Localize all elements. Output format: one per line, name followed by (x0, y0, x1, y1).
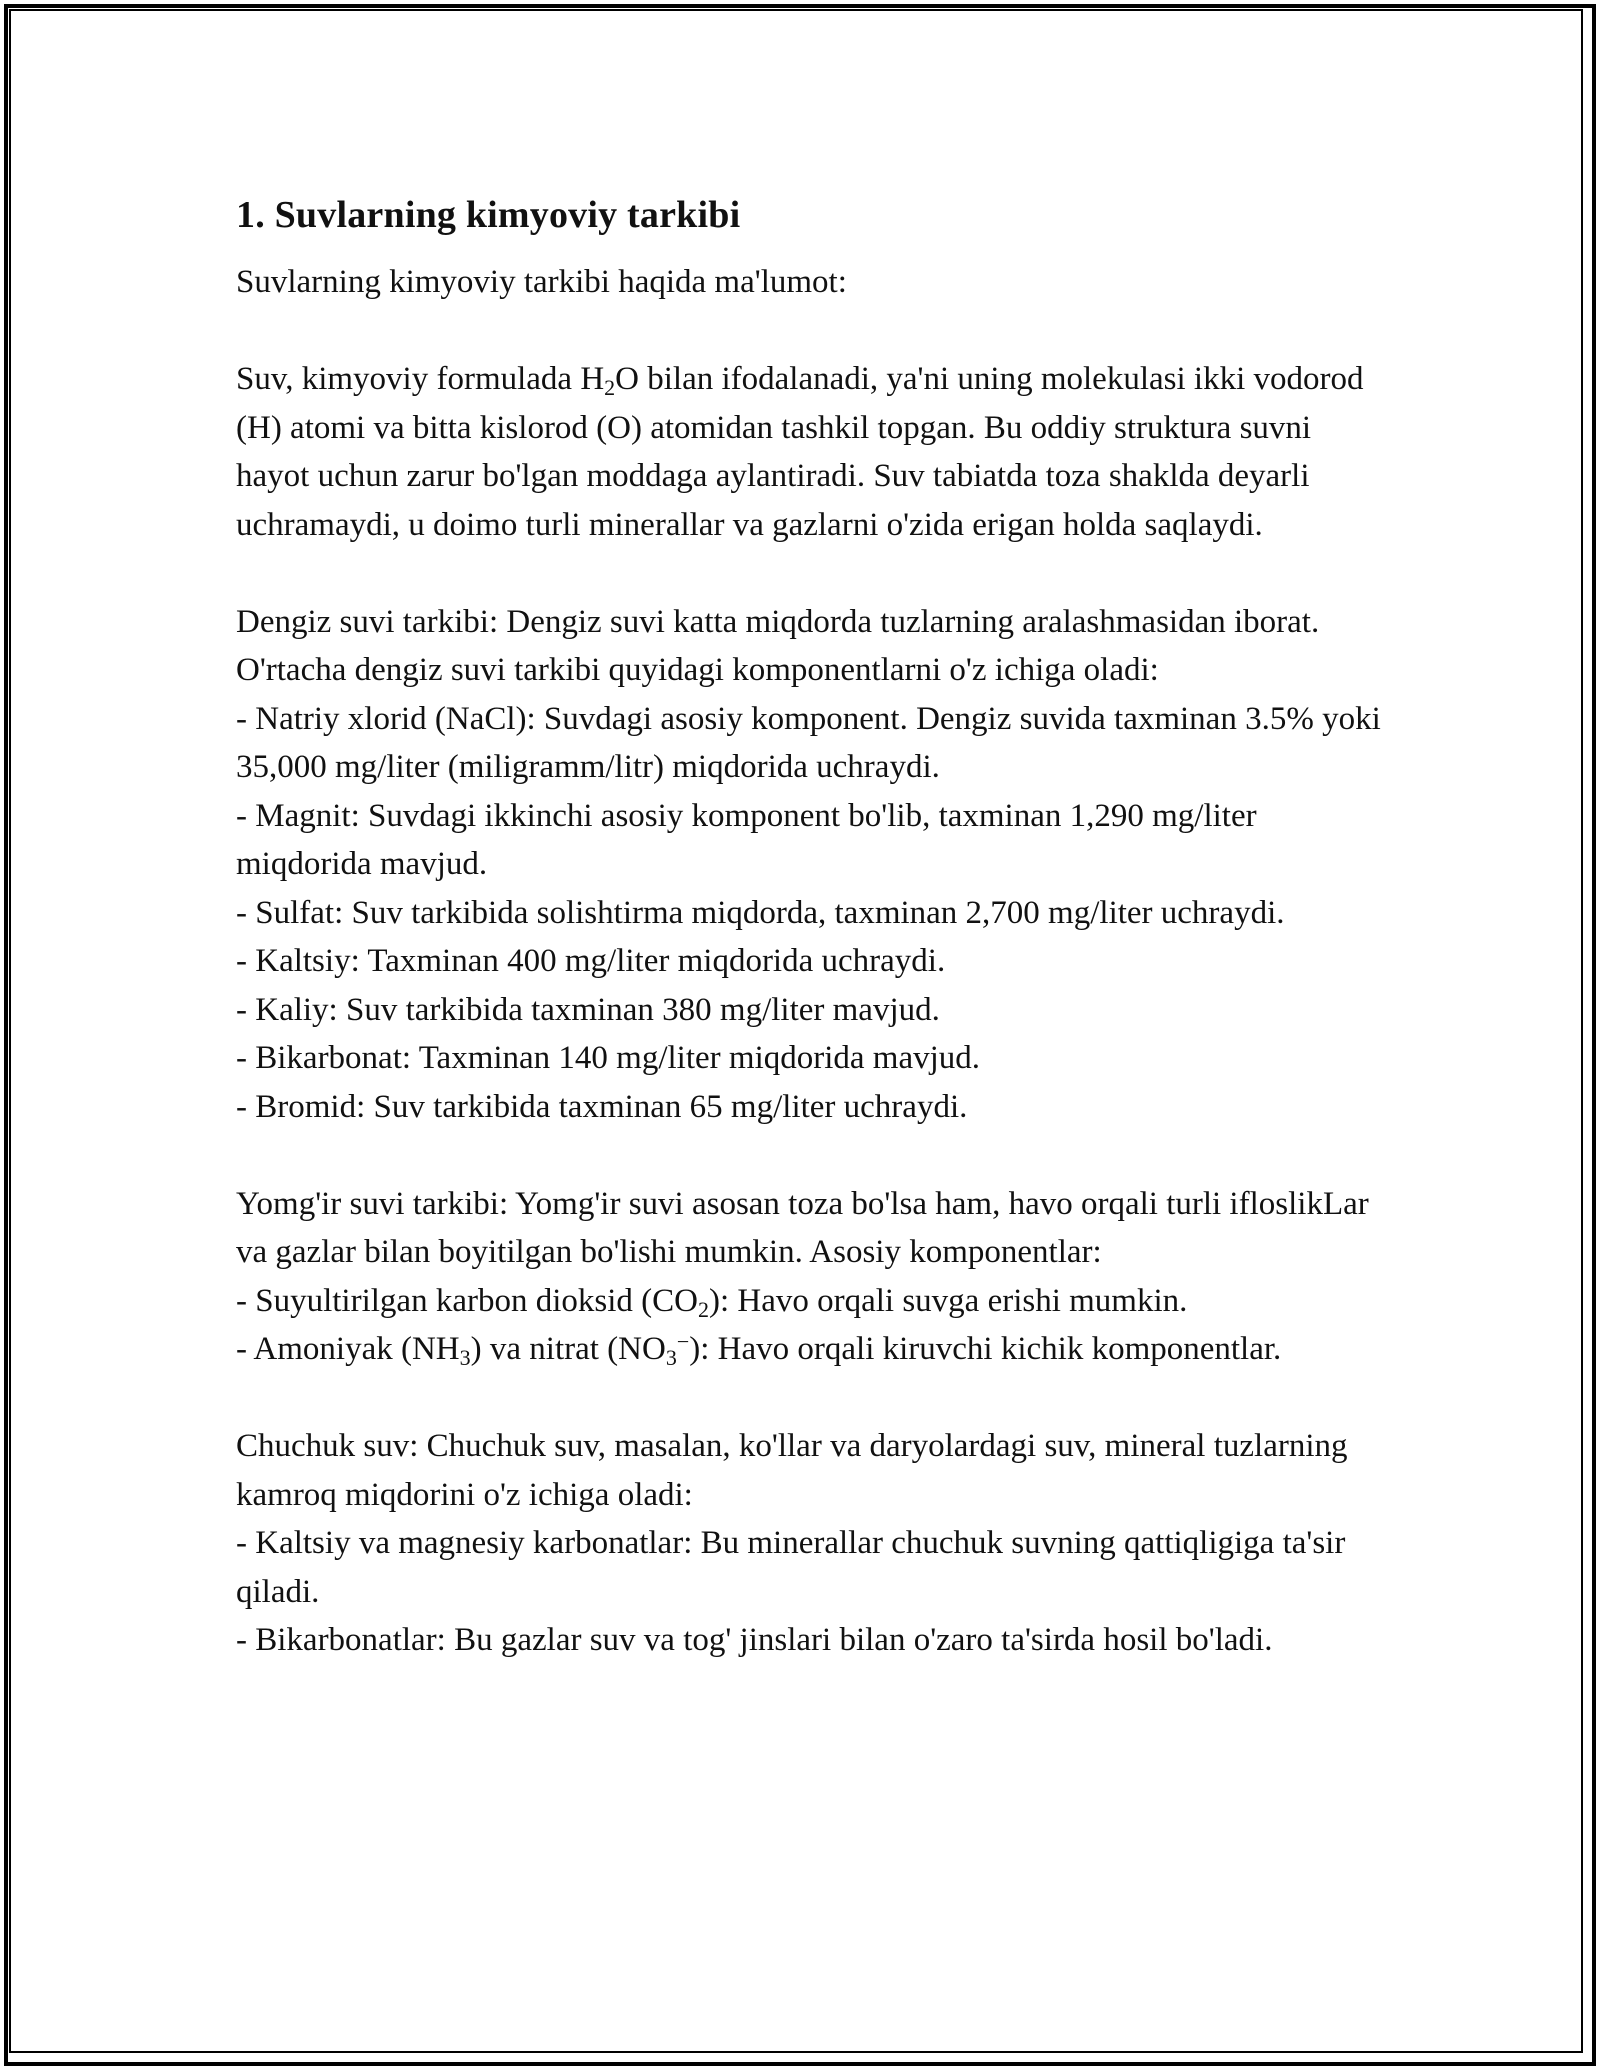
list-item: - Kaltsiy: Taxminan 400 mg/liter miqdorida uchraydi. (236, 943, 946, 979)
sea-water-section (236, 598, 1386, 1132)
no3-subscript: 3 (665, 1345, 677, 1370)
co2-text-pre: - Suyultirilgan karbon dioksid (CO (236, 1282, 698, 1319)
fresh-water-section (236, 1422, 1386, 1665)
formula-text-pre: Suv, kimyoviy formulada H (236, 361, 605, 397)
no3-charge: − (676, 1329, 690, 1354)
list-item: - Bromid: Suv tarkibida taxminan 65 mg/liter uchraydi. (236, 1088, 968, 1125)
nitrate-text: ) va nitrat (NO (470, 1331, 666, 1367)
co2-text-post: ): Havo orqali suvga erishi mumkin. (708, 1282, 1188, 1319)
co2-subscript: 2 (697, 1296, 709, 1322)
list-item: - Kaltsiy va magnesiy karbonatlar: Bu minerallar chuchuk suvning qattiqligiga ta'sir qiladi. (236, 1525, 1346, 1610)
list-item-co2 (236, 1277, 1386, 1326)
list-item: - Natriy xlorid (NaCl): Suvdagi asosiy komponent. Dengiz suvida taxminan 3.5% yoki 35,000 mg/liter (miligramm/litr) miqdorida uchraydi. (236, 700, 1381, 785)
nh3-text-post: ): Havo orqali kiruvchi kichik komponentlar. (689, 1331, 1282, 1367)
nh3-text-pre: - Amoniyak (NH (236, 1331, 460, 1367)
list-item: - Magnit: Suvdagi ikkinchi asosiy komponent bo'lib, taxminan 1,290 mg/liter miqdorida mavjud. (236, 797, 1257, 882)
fresh-water-intro: Chuchuk suv: Chuchuk suv, masalan, ko'llar va daryolardagi suv, mineral tuzlarning kamroq miqdorini o'z ichiga oladi: (236, 1428, 1348, 1513)
formula-text-post: O bilan ifodalanadi, ya'ni uning molekulasi ikki vodorod (H) atomi va bitta kislorod (O) atomidan tashkil topgan. Bu oddiy struktura suvni hayot uchun zarur bo'lgan moddaga aylantiradi. Suv tabiatda toza shaklda deyarli uchramaydi, u doimo turli minerallar va gazlarni o'zida erigan holda saqlaydi. (236, 361, 1364, 543)
section-heading: 1. Suvlarning kimyoviy tarkibi (236, 194, 741, 236)
sea-water-intro: Dengiz suvi tarkibi: Dengiz suvi katta miqdorda tuzlarning aralashmasidan iborat. O'rtacha dengiz suvi tarkibi quyidagi komponentlarni o'z ichiga oladi: (236, 603, 1320, 688)
list-item: - Kaliy: Suv tarkibida taxminan 380 mg/liter mavjud. (236, 991, 940, 1028)
intro-text: Suvlarning kimyoviy tarkibi haqida ma'lumot: (236, 264, 847, 300)
water-formula-paragraph (236, 355, 1386, 549)
rain-water-section (236, 1180, 1386, 1374)
list-item-ammonia-nitrate (236, 1325, 1386, 1374)
list-item: - Bikarbonat: Taxminan 140 mg/liter miqdorida mavjud. (236, 1040, 981, 1076)
nh3-subscript: 3 (459, 1345, 471, 1370)
rain-water-intro: Yomg'ir suvi tarkibi: Yomg'ir suvi asosan toza bo'lsa ham, havo orqali turli ifloslikLar va gazlar bilan boyitilgan bo'lishi mumkin. Asosiy komponentlar: (236, 1185, 1369, 1270)
list-item: - Bikarbonatlar: Bu gazlar suv va tog' jinslari bilan o'zaro ta'sirda hosil bo'ladi. (236, 1622, 1273, 1658)
h2o-subscript: 2 (604, 375, 616, 400)
list-item: - Sulfat: Suv tarkibida solishtirma miqdorda, taxminan 2,700 mg/liter uchraydi. (236, 894, 1285, 931)
document-body (236, 188, 1386, 1665)
